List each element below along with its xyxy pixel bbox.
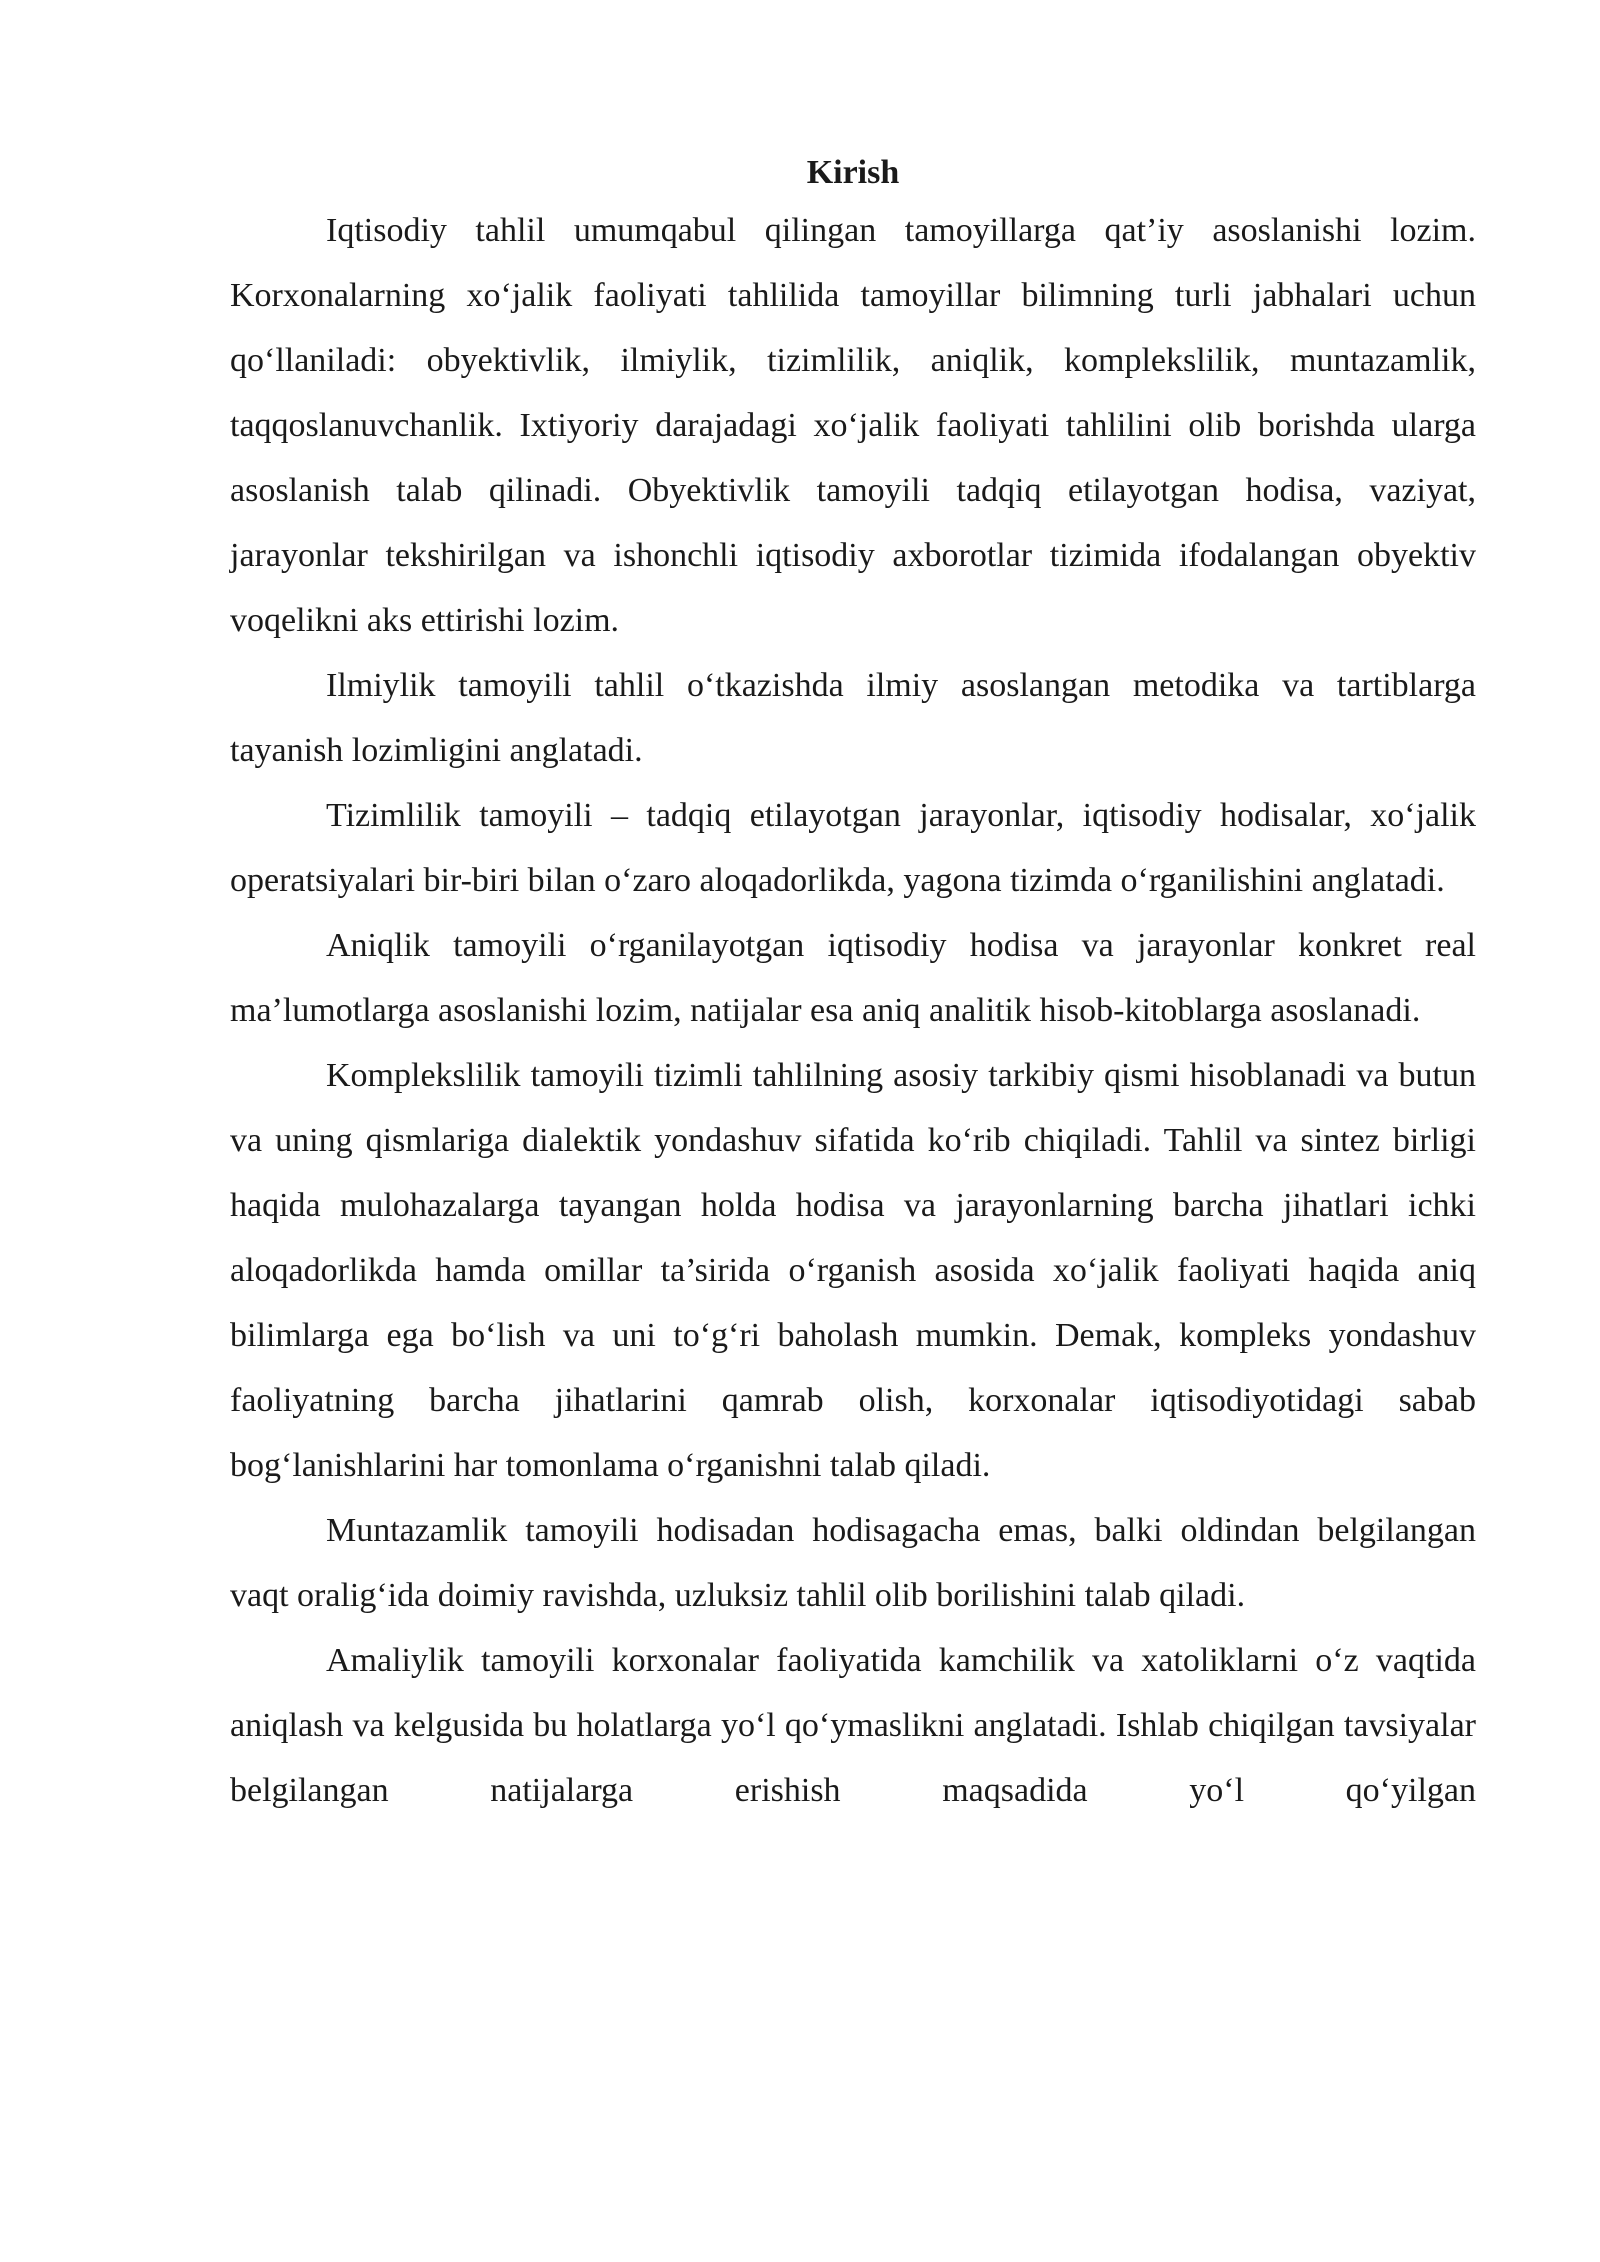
paragraph-intro: Iqtisodiy tahlil umumqabul qilingan tamoyillarga qat’iy asoslanishi lozim. Korxonalarning xo‘jalik faoliyati tahlilida tamoyillar bilimning turli jabhalari uchun qo‘llaniladi: obyektivlik, ilmiylik, tizimlilik, aniqlik, komplekslilik, muntazamlik, taqqoslanuvchanlik. Ixtiyoriy darajadagi xo‘jalik faoliyati tahlilini olib borishda ularga asoslanish talab qilinadi. Obyektivlik tamoyili tadqiq etilayotgan hodisa, vaziyat, jarayonlar tekshirilgan va ishonchli iqtisodiy axborotlar tizimida ifodalangan obyektiv voqelikni aks ettirishi lozim. (230, 212, 1476, 639)
paragraph-aniqlik: Aniqlik tamoyili o‘rganilayotgan iqtisodiy hodisa va jarayonlar konkret real ma’lumotlarga asoslanishi lozim, natijalar esa aniq analitik hisob-kitoblarga asoslanadi. (230, 927, 1476, 1029)
document-body (230, 148, 1476, 1823)
paragraph-amaliylik: Amaliylik tamoyili korxonalar faoliyatida kamchilik va xatoliklarni o‘z vaqtida aniqlash va kelgusida bu holatlarga yo‘l qo‘ymaslikni anglatadi. Ishlab chiqilgan tavsiyalar belgilangan natijalarga erishish maqsadida yo‘l qo‘yilgan (230, 1642, 1476, 1809)
paragraph-tizimlilik: Tizimlilik tamoyili – tadqiq etilayotgan jarayonlar, iqtisodiy hodisalar, xo‘jalik operatsiyalari bir-biri bilan o‘zaro aloqadorlikda, yagona tizimda o‘rganilishini anglatadi. (230, 797, 1476, 899)
page-title: Kirish (806, 154, 900, 191)
paragraph-muntazamlik: Muntazamlik tamoyili hodisadan hodisagacha emas, balki oldindan belgilangan vaqt oralig‘ida doimiy ravishda, uzluksiz tahlil olib borilishini talab qiladi. (230, 1512, 1476, 1614)
paragraph-ilmiylik: Ilmiylik tamoyili tahlil o‘tkazishda ilmiy asoslangan metodika va tartiblarga tayanish lozimligini anglatadi. (230, 667, 1476, 769)
paragraph-komplekslilik: Komplekslilik tamoyili tizimli tahlilning asosiy tarkibiy qismi hisoblanadi va butun va uning qismlariga dialektik yondashuv sifatida ko‘rib chiqiladi. Tahlil va sintez birligi haqida mulohazalarga tayangan holda hodisa va jarayonlarning barcha jihatlari ichki aloqadorlikda hamda omillar ta’sirida o‘rganish asosida xo‘jalik faoliyati haqida aniq bilimlarga ega bo‘lish va uni to‘g‘ri baholash mumkin. Demak, kompleks yondashuv faoliyatning barcha jihatlarini qamrab olish, korxonalar iqtisodiyotidagi sabab bog‘lanishlarini har tomonlama o‘rganishni talab qiladi. (230, 1057, 1476, 1484)
